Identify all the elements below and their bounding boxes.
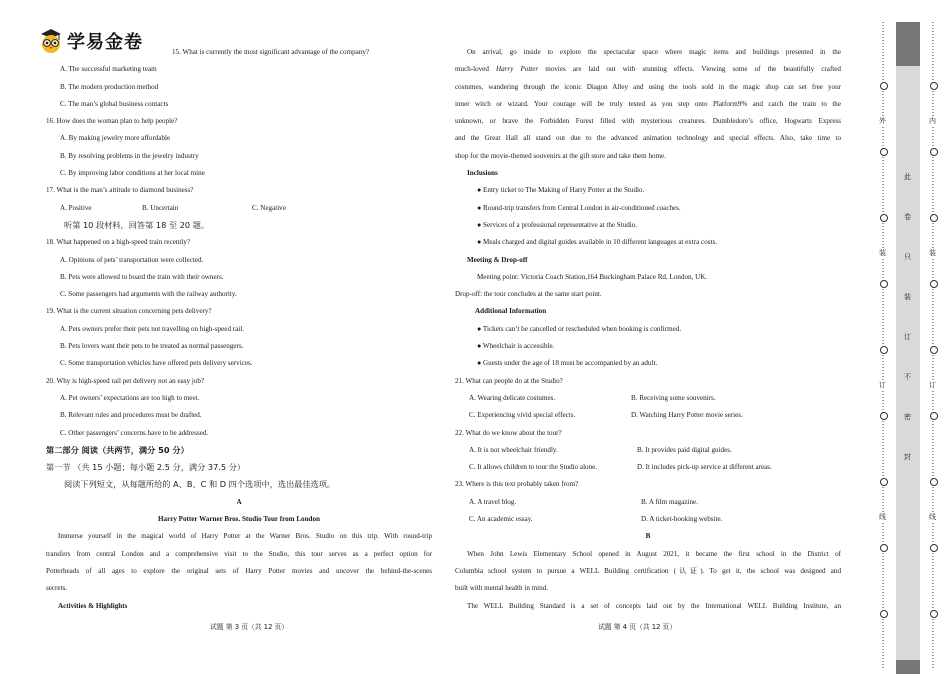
option-text: B. Receiving some souvenirs.: [631, 393, 716, 402]
binding-notice-char: 此: [904, 173, 911, 181]
option-text: C. An academic essay.: [469, 515, 533, 524]
binding-circle-icon: [880, 412, 888, 420]
inner-label: 内: [929, 117, 936, 125]
option-text: B. Pets lovers want their pets to be treated as normal passengers.: [60, 342, 244, 351]
option-text: D. Watching Harry Potter movie series.: [631, 411, 743, 420]
instruction: 听第 10 段材料，回答第 18 至 20 题。: [64, 219, 210, 230]
option-text: A. Opinions of pets’ transportation were collected.: [60, 255, 204, 264]
option-text: C. Experiencing vivid special effects.: [469, 411, 576, 420]
binding-circle-icon: [880, 148, 888, 156]
option-text: D. It includes pick-up service at different areas.: [637, 463, 772, 472]
binding-circle-icon: [880, 82, 888, 90]
option-row: [455, 494, 841, 511]
binding-circle-icon: [880, 346, 888, 354]
binding-circle-icon: [930, 280, 938, 288]
question-stem: 19. What is the current situation concerning pets delivery?: [46, 307, 212, 316]
paragraph-line: and the Great Hall all stand out due to the advanced animation technology and special effects. Also, take time to: [455, 134, 841, 143]
subheading: Inclusions: [467, 169, 498, 178]
subheading: Additional Information: [475, 307, 547, 316]
binding-circle-icon: [880, 610, 888, 618]
paragraph-line: built with mental health in mind.: [455, 584, 548, 593]
logo-text: 学易金卷: [67, 32, 143, 53]
binding-circle-icon: [930, 544, 938, 552]
binding-circle-icon: [880, 280, 888, 288]
option-row: [455, 511, 841, 528]
left-column: [46, 44, 432, 615]
question-stem: 23. Where is this text probably taken from?: [455, 480, 579, 489]
option-text: A. Pets owners prefer their pets not travelling on high-speed rail.: [60, 324, 244, 333]
option-text: B. Uncertain: [142, 203, 179, 212]
passage-title: B: [645, 532, 651, 541]
page-footer-left: 试题 第 3 页（共 12 页）: [210, 623, 289, 631]
section-heading: 第二部分 阅读（共两节，满分 50 分）: [46, 444, 189, 455]
paragraph-line: costumes, wandering through the iconic Diagon Alley and using the tools sold in the magic shop can set free your: [455, 82, 841, 91]
paragraph-line: Potterheads of all ages to explore the original sets of Harry Potter movies and uncover the behind-the-scenes: [46, 566, 432, 575]
binding-notice-char: 封: [904, 453, 911, 461]
option-row: [455, 407, 841, 424]
question-stem: 16. How does the woman plan to help people?: [46, 117, 178, 126]
paragraph-line: [455, 61, 841, 78]
binding-circle-icon: [880, 478, 888, 486]
paragraph-line: unknown, or brave the Forbidden Forest filled with mysterious creatures. Dumbledore’s office, Hogwarts Express: [455, 117, 841, 126]
section-subheading: 第一节 （共 15 小题；每小题 2.5 分，满分 37.5 分）: [46, 462, 246, 473]
passage-title: A: [236, 497, 242, 506]
option-text: B. Pets were allowed to board the train with their owners.: [60, 272, 224, 281]
option-text: A. Pet owners’ expectations are too high to meet.: [60, 393, 200, 402]
option-text: B. Relevant rules and procedures must be drafted.: [60, 411, 202, 420]
outer-label: 装: [879, 249, 886, 257]
binding-notice-char: 订: [904, 333, 911, 341]
italic-title: Harry Potter: [496, 65, 539, 74]
binding-circle-icon: [930, 148, 938, 156]
option-row: [455, 390, 841, 407]
question-stem: 20. Why is high-speed rail pet delivery not an easy job?: [46, 376, 205, 385]
text-run: movies are laid out with stunning effects. Viewing some of the beautifully crafted: [538, 65, 841, 74]
binding-notice-char: 不: [904, 373, 911, 381]
paragraph-line: transfers from central London and a comprehensive visit to the Studio, this tour serves as a perfect option for: [46, 549, 432, 558]
paragraph-line: Immerse yourself in the magical world of Harry Potter at the Warner Bros. Studio on this trip. With round-trip: [58, 532, 432, 541]
bullet-item: ● Wheelchair is accessible.: [477, 342, 555, 351]
bullet-item: ● Tickets can’t be cancelled or rescheduled when booking is confirmed.: [477, 324, 682, 333]
binding-circle-icon: [930, 346, 938, 354]
right-column: [455, 44, 841, 615]
option-text: C. Some transportation vehicles have offered pets delivery services.: [60, 359, 253, 368]
paragraph-line: When John Lewis Elementary School opened in August 2021, it became the first school in the District of: [467, 549, 841, 558]
bullet-item: ● Round-trip transfers from Central London in air-conditioned coaches.: [477, 203, 681, 212]
page-footer-right: 试题 第 4 页（共 12 页）: [598, 623, 677, 631]
option-text: B. A film magazine.: [641, 497, 698, 506]
option-text: C. The man’s global business contacts: [60, 99, 169, 108]
option-text: D. A ticket-booking website.: [641, 515, 723, 524]
option-text: B. The modern production method: [60, 82, 159, 91]
bullet-item: ● Entry ticket to The Making of Harry Potter at the Studio.: [477, 186, 645, 195]
inner-label: 装: [929, 249, 936, 257]
option-text: B. It provides paid digital guides.: [637, 445, 732, 454]
strip-body: [896, 66, 920, 660]
paragraph-line: Columbia school system to pursue a WELL Building certification (认证). To get it, the school was designed and: [455, 566, 841, 575]
option-text: A. By making jewelry more affordable: [60, 134, 171, 143]
paragraph-line: secrets.: [46, 584, 68, 593]
binding-circle-icon: [930, 478, 938, 486]
outer-label: 订: [879, 381, 886, 389]
binding-circle-icon: [930, 412, 938, 420]
paragraph-line: inner witch or wizard. Your courage will be truly tested as you step onto Platform9% and catch the train to the: [455, 99, 841, 108]
question-stem: 17. What is the man’s attitude to diamond business?: [46, 186, 194, 195]
inner-label: 订: [929, 381, 936, 389]
option-text: C. It allows children to tour the Studio alone.: [469, 463, 598, 472]
bullet-item: ● Meals charged and digital guides available in 10 different languages at extra costs.: [477, 238, 718, 247]
question-stem: 15. What is currently the most significant advantage of the company?: [172, 48, 370, 56]
strip-top-band: [896, 22, 920, 66]
binding-circle-icon: [930, 82, 938, 90]
paragraph-line: Meeting point: Victoria Coach Station,164 Buckingham Palace Rd, London, UK.: [477, 272, 708, 281]
option-row: [46, 200, 432, 217]
option-text: A. It is not wheelchair friendly.: [469, 445, 558, 454]
option-text: C. Some passengers had arguments with the railway authority.: [60, 290, 237, 299]
paragraph-line: shop for the movie-themed souvenirs at the gift store and take them home.: [455, 151, 666, 160]
binding-notice-char: 装: [904, 293, 911, 301]
binding-circle-icon: [880, 214, 888, 222]
option-text: A. The successful marketing team: [60, 65, 157, 74]
bullet-item: ● Guests under the age of 18 must be accompanied by an adult.: [477, 359, 658, 368]
bullet-item: ● Services of a professional representative at the Studio.: [477, 220, 638, 229]
inner-label: 线: [929, 513, 936, 521]
binding-strip: [896, 22, 920, 672]
binding-circle-icon: [880, 544, 888, 552]
option-text: B. By resolving problems in the jewelry industry: [60, 151, 199, 160]
binding-notice-char: 只: [904, 253, 911, 261]
question-stem: 18. What happened on a high-speed train recently?: [46, 238, 191, 247]
option-text: C. Other passengers’ concerns have to be addressed.: [60, 428, 209, 437]
outer-label: 线: [879, 513, 886, 521]
binding-circle-icon: [930, 610, 938, 618]
binding-notice-char: 密: [904, 413, 911, 421]
option-text: A. Wearing delicate costumes.: [469, 393, 556, 402]
binding-circle-icon: [930, 214, 938, 222]
binding-notice-char: 卷: [904, 213, 911, 221]
option-row: [455, 459, 841, 476]
paragraph-line: Drop-off: the tour concludes at the same start point.: [455, 290, 602, 299]
subheading: Meeting & Drop-off: [467, 255, 528, 264]
option-text: A. A travel blog.: [469, 497, 517, 506]
outer-label: 外: [879, 117, 886, 125]
instruction: 阅读下列短文，从每题所给的 A、B、C 和 D 四个选项中，选出最佳选项。: [64, 479, 336, 490]
passage-title: Harry Potter Warner Bros. Studio Tour from London: [158, 515, 320, 524]
paragraph-line: On arrival, go inside to explore the spectacular space where magic items and buildings presented in the: [467, 48, 841, 56]
text-run: much-loved: [455, 65, 496, 74]
question-stem: 22. What do we know about the tour?: [455, 428, 562, 437]
question-stem: 21. What can people do at the Studio?: [455, 376, 563, 385]
option-text: C. By improving labor conditions at her local mine: [60, 169, 205, 178]
option-text: C. Negative: [252, 203, 286, 212]
option-text: A. Positive: [60, 203, 92, 212]
option-row: [455, 442, 841, 459]
subheading: Activities & Highlights: [58, 601, 128, 610]
paragraph-line: The WELL Building Standard is a set of concepts laid out by the International WELL Building Institute, an: [467, 601, 841, 610]
